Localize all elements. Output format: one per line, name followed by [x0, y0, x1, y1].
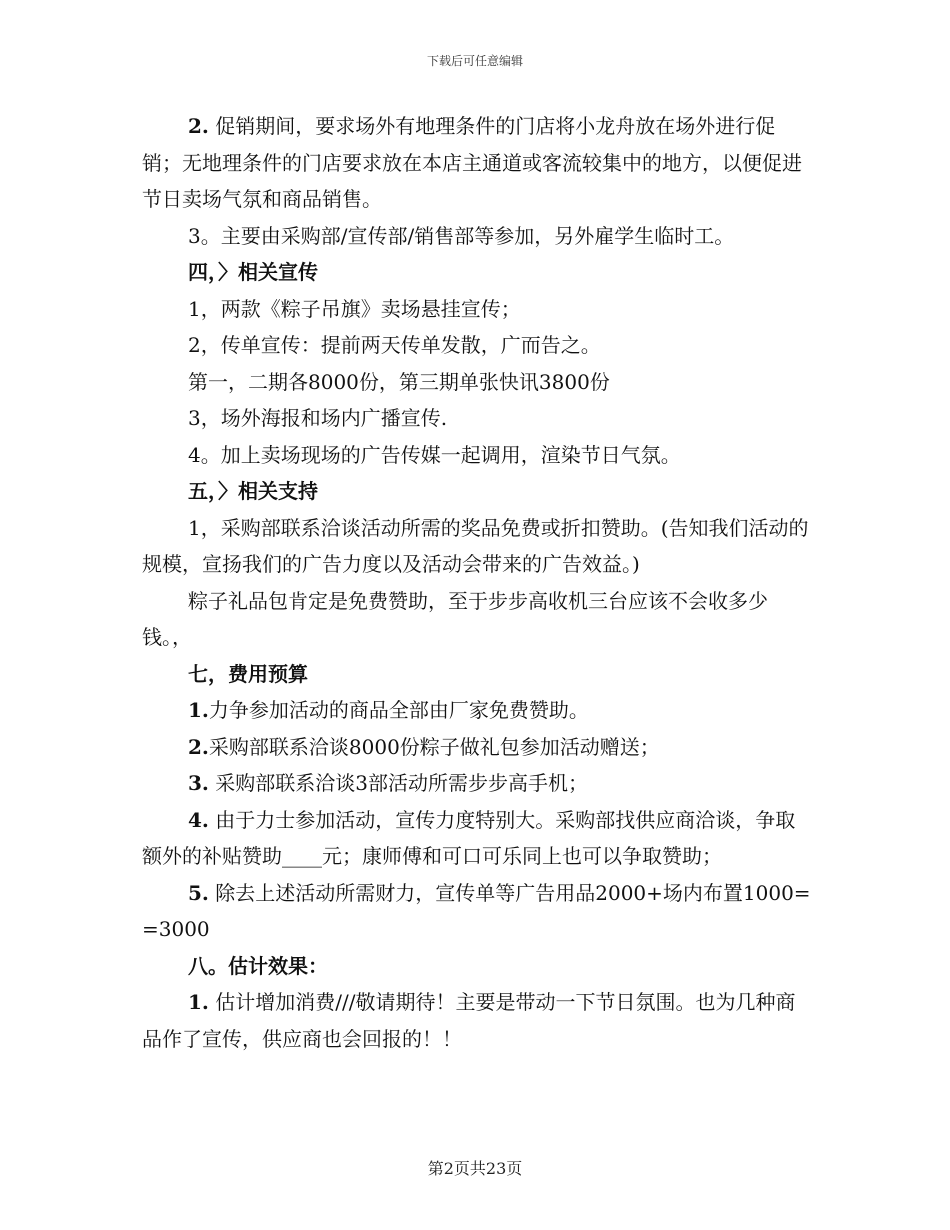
document-body [142, 108, 812, 1057]
page-header: 下载后可任意编辑 [426, 54, 523, 68]
paragraph-text: 采购部联系洽谈3部活动所需步步高手机； [208, 771, 588, 795]
item-number: 4. [188, 807, 209, 832]
paragraph-sponsorship [142, 510, 812, 583]
section-heading-effect [142, 948, 812, 985]
paragraph-gift-packs [142, 583, 812, 656]
paragraph-media [142, 437, 812, 474]
paragraph-promotion-placement [142, 108, 812, 218]
paragraph-text: 力争参加活动的商品全部由厂家免费赞助。 [208, 698, 589, 722]
budget-item [142, 692, 812, 729]
paragraph-text: 采购部联系洽谈8000份粽子做礼包参加活动赠送； [208, 734, 660, 759]
paragraph-text: 除去上述活动所需财力，宣传单等广告用品2000+场内布置1000==3000 [142, 880, 811, 941]
budget-item [142, 765, 812, 802]
paragraph-posters [142, 400, 812, 437]
paragraph-staffing [142, 218, 812, 255]
paragraph-text: 4。加上卖场现场的广告传媒一起调用，渲染节日气氛。 [188, 442, 681, 467]
budget-item [142, 875, 812, 948]
budget-item [142, 729, 812, 766]
budget-item [142, 802, 812, 875]
item-number: 2. [188, 734, 209, 759]
item-number: 5. [188, 880, 209, 905]
paragraph-text: 粽子礼品包肯定是免费赞助，至于步步高收机三台应该不会收多少钱。， [142, 588, 768, 649]
paragraph-text: 3。主要由采购部/宣传部/销售部等参加，另外雇学生临时工。 [188, 223, 735, 248]
heading-text: 四，〉相关宣传 [188, 260, 318, 284]
page-footer: 第2页共23页 [427, 1159, 523, 1178]
paragraph-flyers [142, 327, 812, 364]
section-heading-publicity [142, 254, 812, 291]
heading-text: 五，〉相关支持 [188, 479, 318, 503]
paragraph-text: 第一，二期各8000份，第三期单张快讯3800份 [188, 369, 610, 394]
paragraph-text: 促销期间，要求场外有地理条件的门店将小龙舟放在场外进行促销；无地理条件的门店要求放在本店主通道或客流较集中的地方，以便促进节日卖场气氛和商品销售。 [142, 114, 802, 211]
heading-text: 七，费用预算 [188, 661, 308, 686]
section-heading-support [142, 473, 812, 510]
item-number: 3. [188, 771, 209, 795]
paragraph-text: 由于力士参加活动，宣传力度特别大。采购部找供应商洽谈，争取额外的补贴赞助____元；康师傅和可口可乐同上也可以争取赞助； [142, 807, 796, 868]
paragraph-text: 估计增加消费///敬请期待！主要是带动一下节日氛围。也为几种商品作了宣传，供应商也会回报的！！ [142, 990, 796, 1051]
paragraph-text: 3，场外海报和场内广播宣传. [188, 406, 448, 430]
item-number: 2. [188, 114, 209, 138]
paragraph-text: 1，两款《粽子吊旗》卖场悬挂宣传； [188, 296, 521, 321]
paragraph-banners [142, 291, 812, 328]
section-heading-budget [142, 656, 812, 693]
paragraph-text: 1，采购部联系洽谈活动所需的奖品免费或折扣赞助。(告知我们活动的规模，宣扬我们的广告力度以及活动会带来的广告效益。) [142, 515, 809, 576]
heading-text: 八。估计效果： [188, 953, 328, 978]
item-number: 1. [188, 698, 209, 722]
paragraph-text: 2，传单宣传：提前两天传单发散，广而告之。 [188, 333, 601, 357]
paragraph-expected-effect [142, 984, 812, 1057]
paragraph-flyer-quantities [142, 364, 812, 401]
item-number: 1. [188, 990, 209, 1014]
